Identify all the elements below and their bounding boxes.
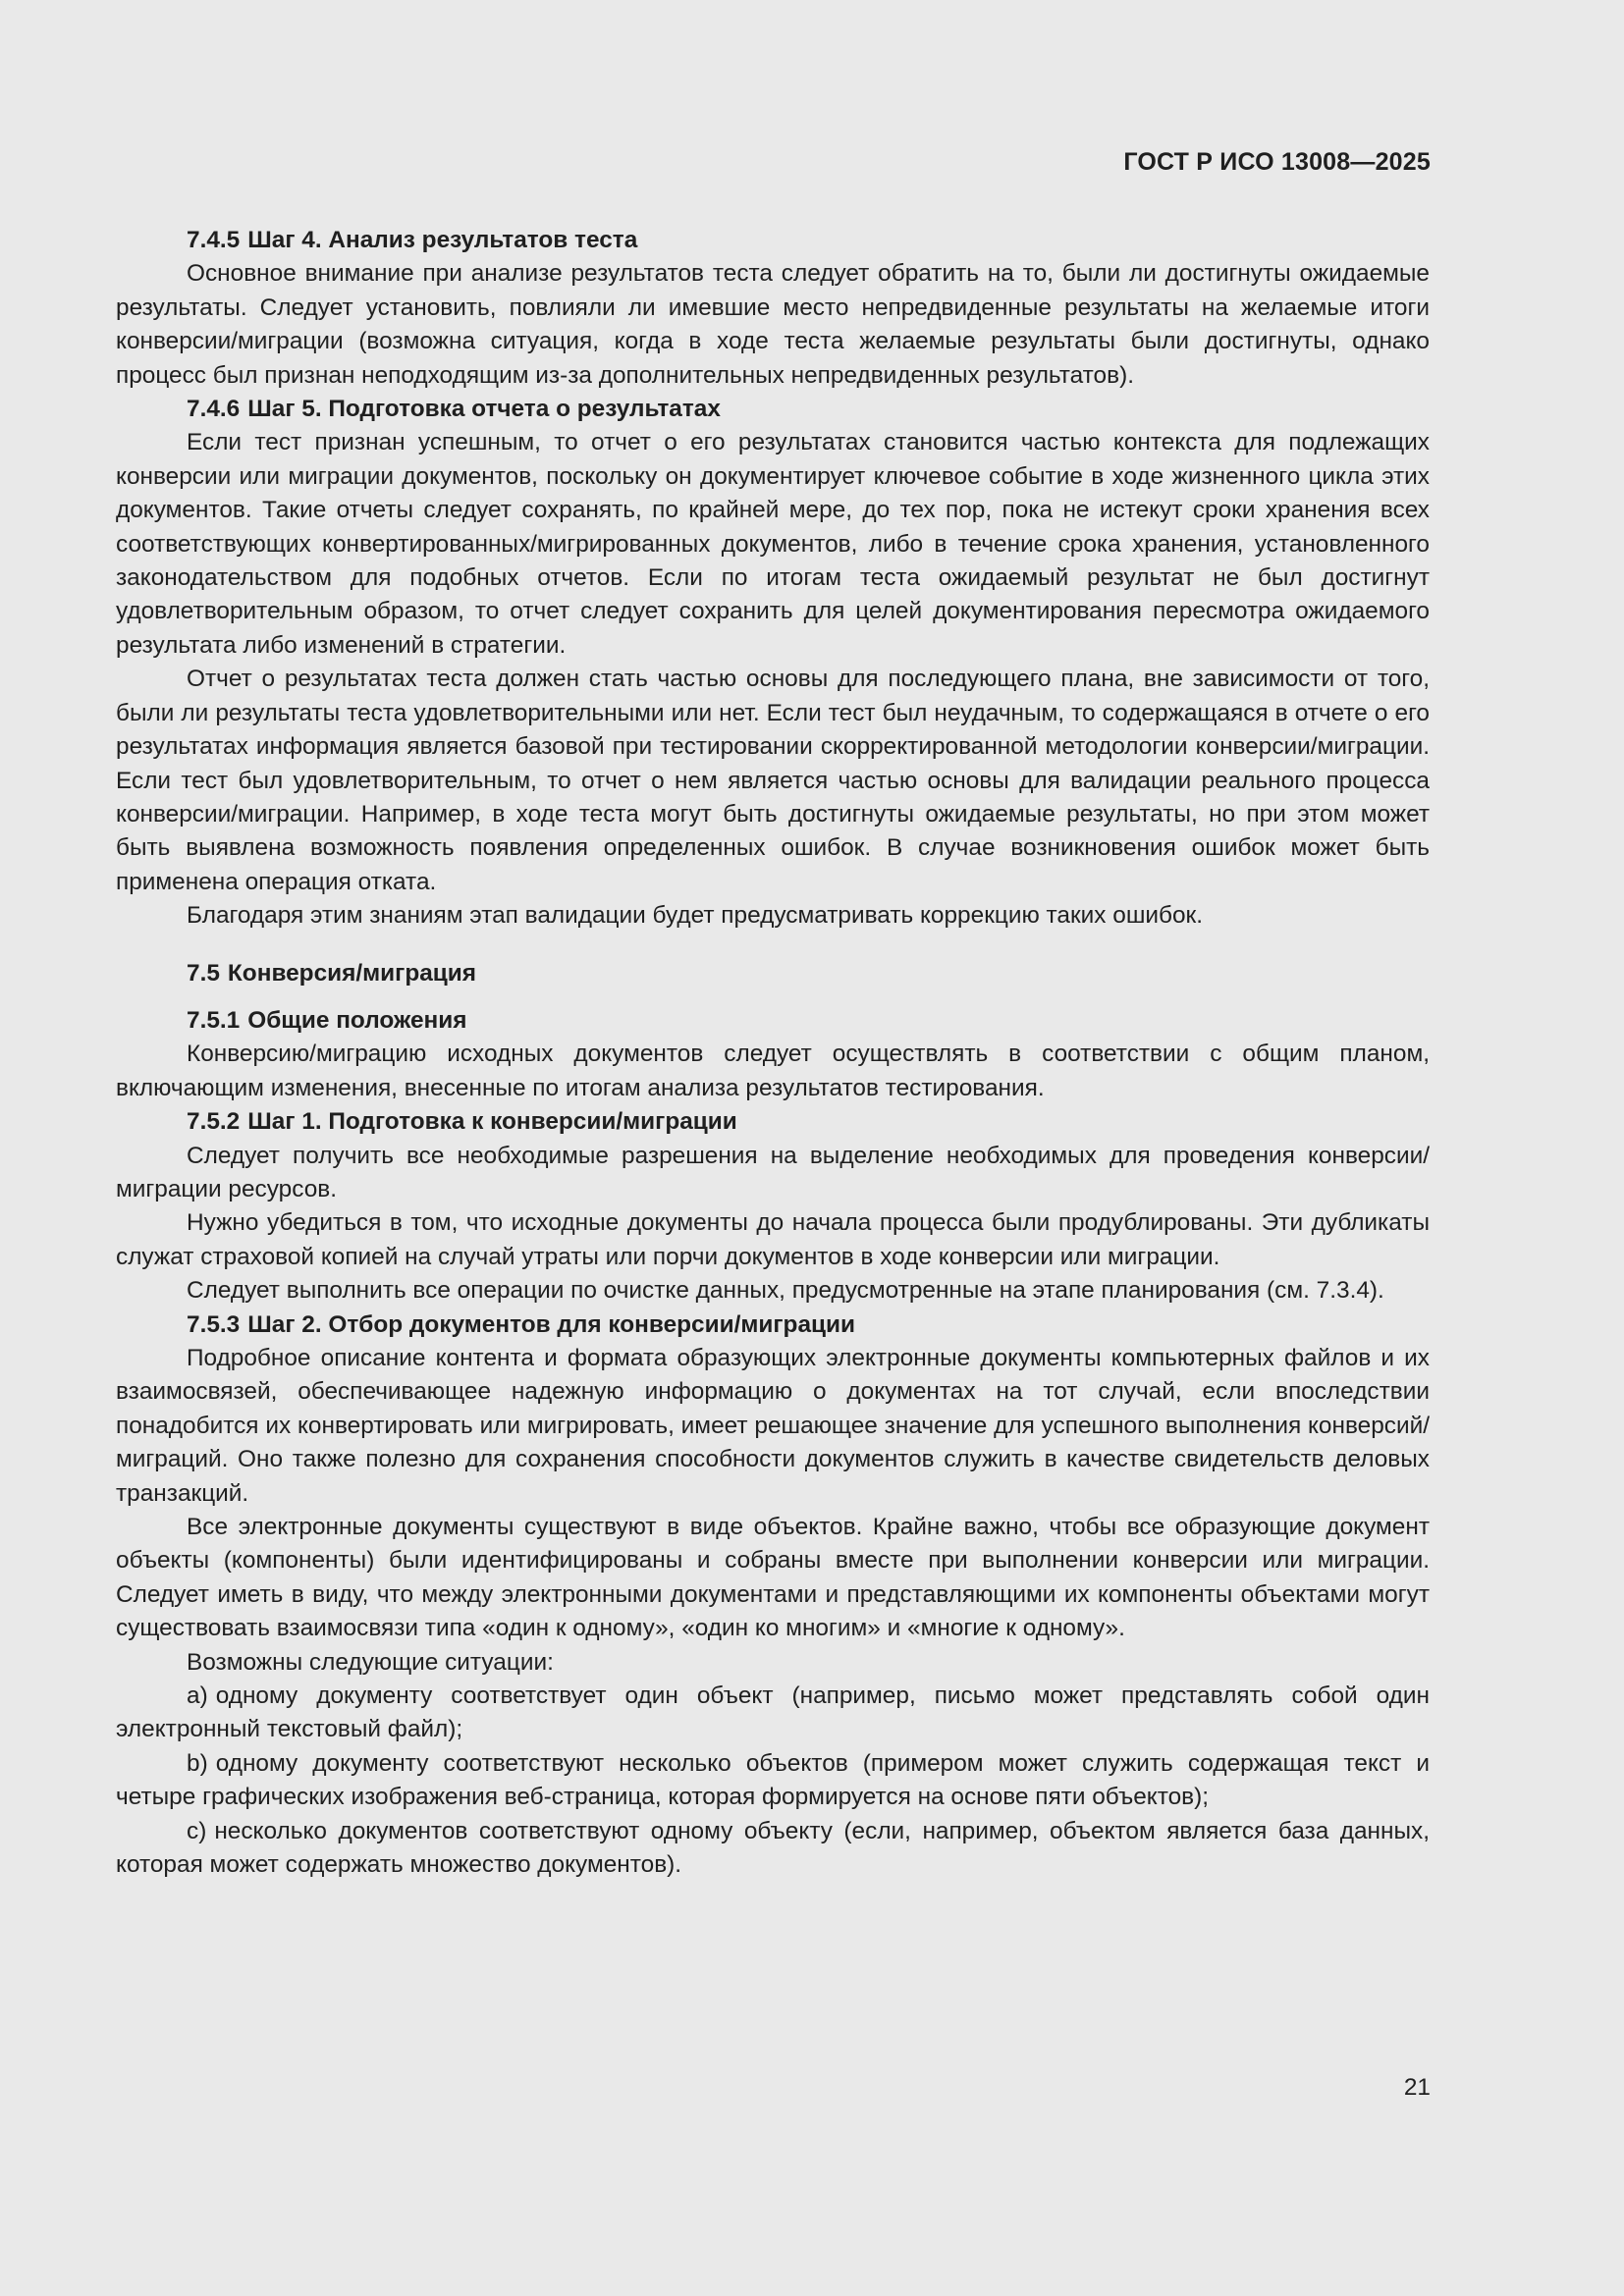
- section-heading-7-4-5: [116, 224, 1430, 257]
- list-item-text: несколько документов соответствуют одному объекту (если, например, объектом является база данных, которая может содержать множество документов).: [116, 1817, 1430, 1879]
- section-heading-7-5-2: [116, 1105, 1430, 1139]
- paragraph: Если тест признан успешным, то отчет о его результатах становится частью контекста для подлежащих конверсии или миграции документов, поскольку он документирует ключевое событие в ходе жизненного цикла этих документов. Такие отчеты следует сохранять, по крайней мере, до тех пор, пока не истекут сроки хранения всех соответствующих конвертированных/мигрированных документов, либо в течение срока хранения, установленного законодательством для подобных отчетов. Если по итогам теста ожидаемый результат не был достигнут удовлетворительным образом, то отчет следует сохранить для целей документирования пересмотра ожидаемого результата либо изменений в стратегии.: [116, 429, 1430, 659]
- section-heading-7-5-1: [116, 1004, 1430, 1038]
- section-title: Конверсия/миграция: [227, 959, 477, 987]
- section-number: 7.5: [187, 959, 220, 987]
- section-title: Шаг 1. Подготовка к конверсии/миграции: [247, 1108, 737, 1136]
- paragraph: Основное внимание при анализе результатов теста следует обратить на то, были ли достигнуты ожидаемые результаты. Следует установить, повлияли ли имевшие место непредвиденные результаты на желаемые итоги конверсии/миграции (возможна ситуация, когда в ходе теста желаемые результаты были достигнуты, однако процесс был признан неподходящим из-за дополнительных непредвиденных результатов).: [116, 260, 1430, 389]
- list-marker: b): [187, 1749, 208, 1777]
- list-item: [116, 1680, 1430, 1747]
- section-number: 7.5.3: [187, 1310, 241, 1338]
- list-item: [116, 1747, 1430, 1815]
- paragraph: Следует получить все необходимые разрешения на выделение необходимых для проведения конверсии/миграции ресурсов.: [116, 1142, 1430, 1202]
- paragraph: Подробное описание контента и формата образующих электронные документы компьютерных файлов и их взаимосвязей, обеспечивающее надежную информацию о документах на тот случай, если впоследствии понадобится их конвертировать или мигрировать, имеет решающее значение для успешного выполнения конверсий/миграций. Оно также полезно для сохранения способности документов служить в качестве свидетельств деловых транзакций.: [116, 1345, 1430, 1507]
- paragraph: Отчет о результатах теста должен стать частью основы для последующего плана, вне зависимости от того, были ли результаты теста удовлетворительными или нет. Если тест был неудачным, то содержащаяся в отчете о его результатах информация является базовой при тестировании скорректированной методологии конверсии/миграции. Если тест был удовлетворительным, то отчет о нем является частью основы для валидации реального процесса конверсии/миграции. Например, в ходе теста могут быть достигнуты ожидаемые результаты, но при этом может быть выявлена возможность появления определенных ошибок. В случае возникновения ошибок может быть применена операция отката.: [116, 666, 1430, 895]
- paragraph: Возможны следующие ситуации:: [187, 1648, 554, 1676]
- list-item: [116, 1815, 1430, 1883]
- section-title: Шаг 5. Подготовка отчета о результатах: [247, 396, 721, 423]
- paragraph: Следует выполнить все операции по очистке данных, предусмотренные на этапе планирования (см. 7.3.4).: [187, 1277, 1384, 1305]
- section-heading-7-5-3: [116, 1308, 1430, 1342]
- paragraph: Нужно убедиться в том, что исходные документы до начала процесса были продублированы. Эти дубликаты служат страховой копией на случай утраты или порчи документов в ходе конверсии или миграции.: [116, 1209, 1430, 1270]
- section-title: Шаг 4. Анализ результатов теста: [247, 227, 638, 253]
- section-number: 7.4.6: [187, 396, 241, 423]
- section-number: 7.4.5: [187, 227, 241, 253]
- section-number: 7.5.1: [187, 1006, 241, 1034]
- paragraph: Благодаря этим знаниям этап валидации будет предусматривать коррекцию таких ошибок.: [187, 902, 1203, 930]
- section-number: 7.5.2: [187, 1108, 241, 1136]
- paragraph: Конверсию/миграцию исходных документов следует осуществлять в соответствии с общим планом, включающим изменения, внесенные по итогам анализа результатов тестирования.: [116, 1041, 1430, 1101]
- section-heading-7-5: [116, 957, 1430, 990]
- page-number: 21: [1403, 2074, 1431, 2101]
- section-title: Шаг 2. Отбор документов для конверсии/миграции: [247, 1310, 856, 1338]
- section-title: Общие положения: [247, 1006, 467, 1034]
- paragraph: Все электронные документы существуют в виде объектов. Крайне важно, чтобы все образующие документ объекты (компоненты) были идентифицированы и собраны вместе при выполнении конверсии или миграции. Следует иметь в виду, что между электронными документами и представляющими их компоненты объектами могут существовать взаимосвязи типа «один к одному», «один ко многим» и «многие к одному».: [116, 1514, 1430, 1642]
- document-standard-id: ГОСТ Р ИСО 13008—2025: [1123, 148, 1431, 176]
- document-body: [116, 224, 1430, 1883]
- list-item-text: одному документу соответствуют несколько объектов (примером может служить содержащая текст и четыре графических изображения веб-страница, которая формируется на основе пяти объектов);: [116, 1749, 1430, 1811]
- list-item-text: одному документу соответствует один объект (например, письмо может представлять собой один электронный текстовый файл);: [116, 1682, 1430, 1743]
- list-marker: a): [187, 1682, 208, 1710]
- section-heading-7-4-6: [116, 393, 1430, 426]
- list-marker: c): [187, 1817, 207, 1844]
